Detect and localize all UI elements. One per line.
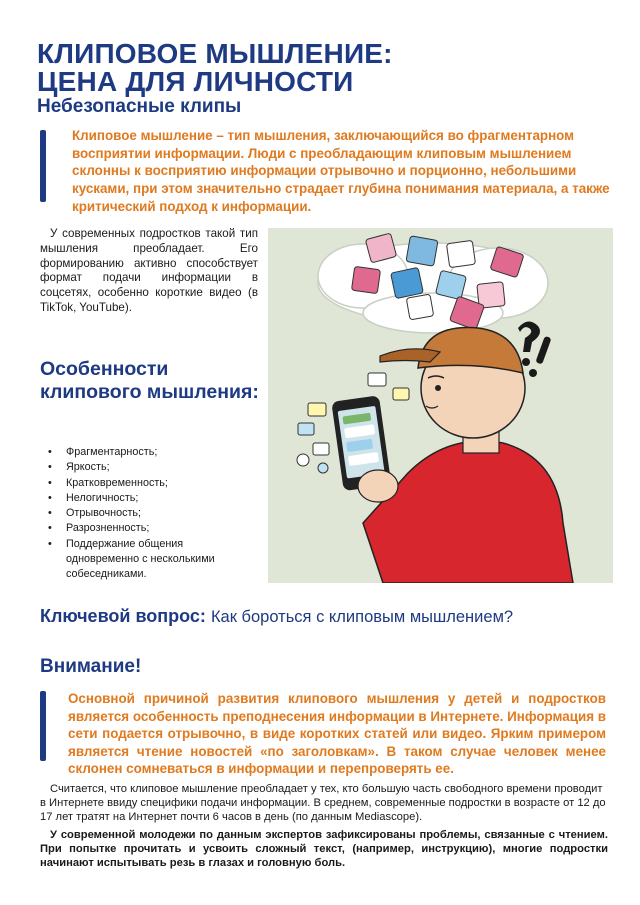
features-list-item: • Фрагментарность; xyxy=(48,445,228,460)
title-line-1: КЛИПОВОЕ МЫШЛЕНИЕ: xyxy=(37,38,393,69)
intro-paragraph: Клиповое мышление – тип мышления, заключающийся во фрагментарном восприятии информации. Люди с преобладающим клиповым мышлением склонны к восприятию информации отрывочно и порционно, небольшими кусками, при этом значительно страдает глубина понимания материала, а также критический подход к информации. xyxy=(72,128,610,214)
internet-time-paragraph: Считается, что клиповое мышление преобладает у тех, кто большую часть свободного времени проводит в Интернете ввиду специфики подачи информации. В среднем, современные подростки в возрасте от 12 до 17 лет тратят на Интернет почти 6 часов в день (по данным Mediascope). xyxy=(40,783,606,823)
features-list-item: • Отрывочность; xyxy=(48,506,228,521)
attention-paragraph: Основной причиной развития клипового мышления у детей и подростков является особенность преподнесения информации в Интернете. Информация в сети подается отрывочно, в виде коротких статей или видео. Ярким примером является чтение новостей «по заголовкам». В таком случае человек менее склонен сомневаться в информации и перепроверять ее. xyxy=(68,691,606,777)
page-subtitle: Небезопасные клипы xyxy=(37,96,242,117)
features-list-item: • Разрозненность; xyxy=(48,521,228,536)
key-question-label: Ключевой вопрос: xyxy=(40,606,206,626)
key-question-text: Как бороться с клиповым мышлением? xyxy=(210,608,514,626)
features-list xyxy=(48,445,228,583)
title-line-2: ЦЕНА ДЛЯ ЛИЧНОСТИ xyxy=(37,66,354,97)
intro-accent-bar xyxy=(40,130,46,202)
reading-problems-paragraph: У современной молодежи по данным экспертов зафиксированы проблемы, связанные с чтением. При попытке прочитать и усвоить сложный текст, (например, инструкцию), многие подростки начинают испытывать резь в глазах и головную боль. xyxy=(40,829,608,869)
attention-accent-bar xyxy=(40,691,46,761)
features-list-item: • Поддержание общения одновременно с несколькими собеседниками. xyxy=(48,537,228,583)
attention-heading: Внимание! xyxy=(40,656,142,677)
features-list-item: • Кратковременность; xyxy=(48,476,228,491)
key-question xyxy=(40,606,620,627)
features-list-item: • Нелогичность; xyxy=(48,491,228,506)
teen-smartphone-illustration xyxy=(268,228,613,583)
features-heading: Особенности клипового мышления: xyxy=(40,358,259,403)
teens-paragraph: У современных подростков такой тип мышления преобладает. Его формированию активно способствует формат подачи информации в соцсетях, особенно короткие видео (в TikTok, YouTube). xyxy=(40,227,258,314)
features-list-item: • Яркость; xyxy=(48,460,228,475)
page-title xyxy=(37,40,477,96)
